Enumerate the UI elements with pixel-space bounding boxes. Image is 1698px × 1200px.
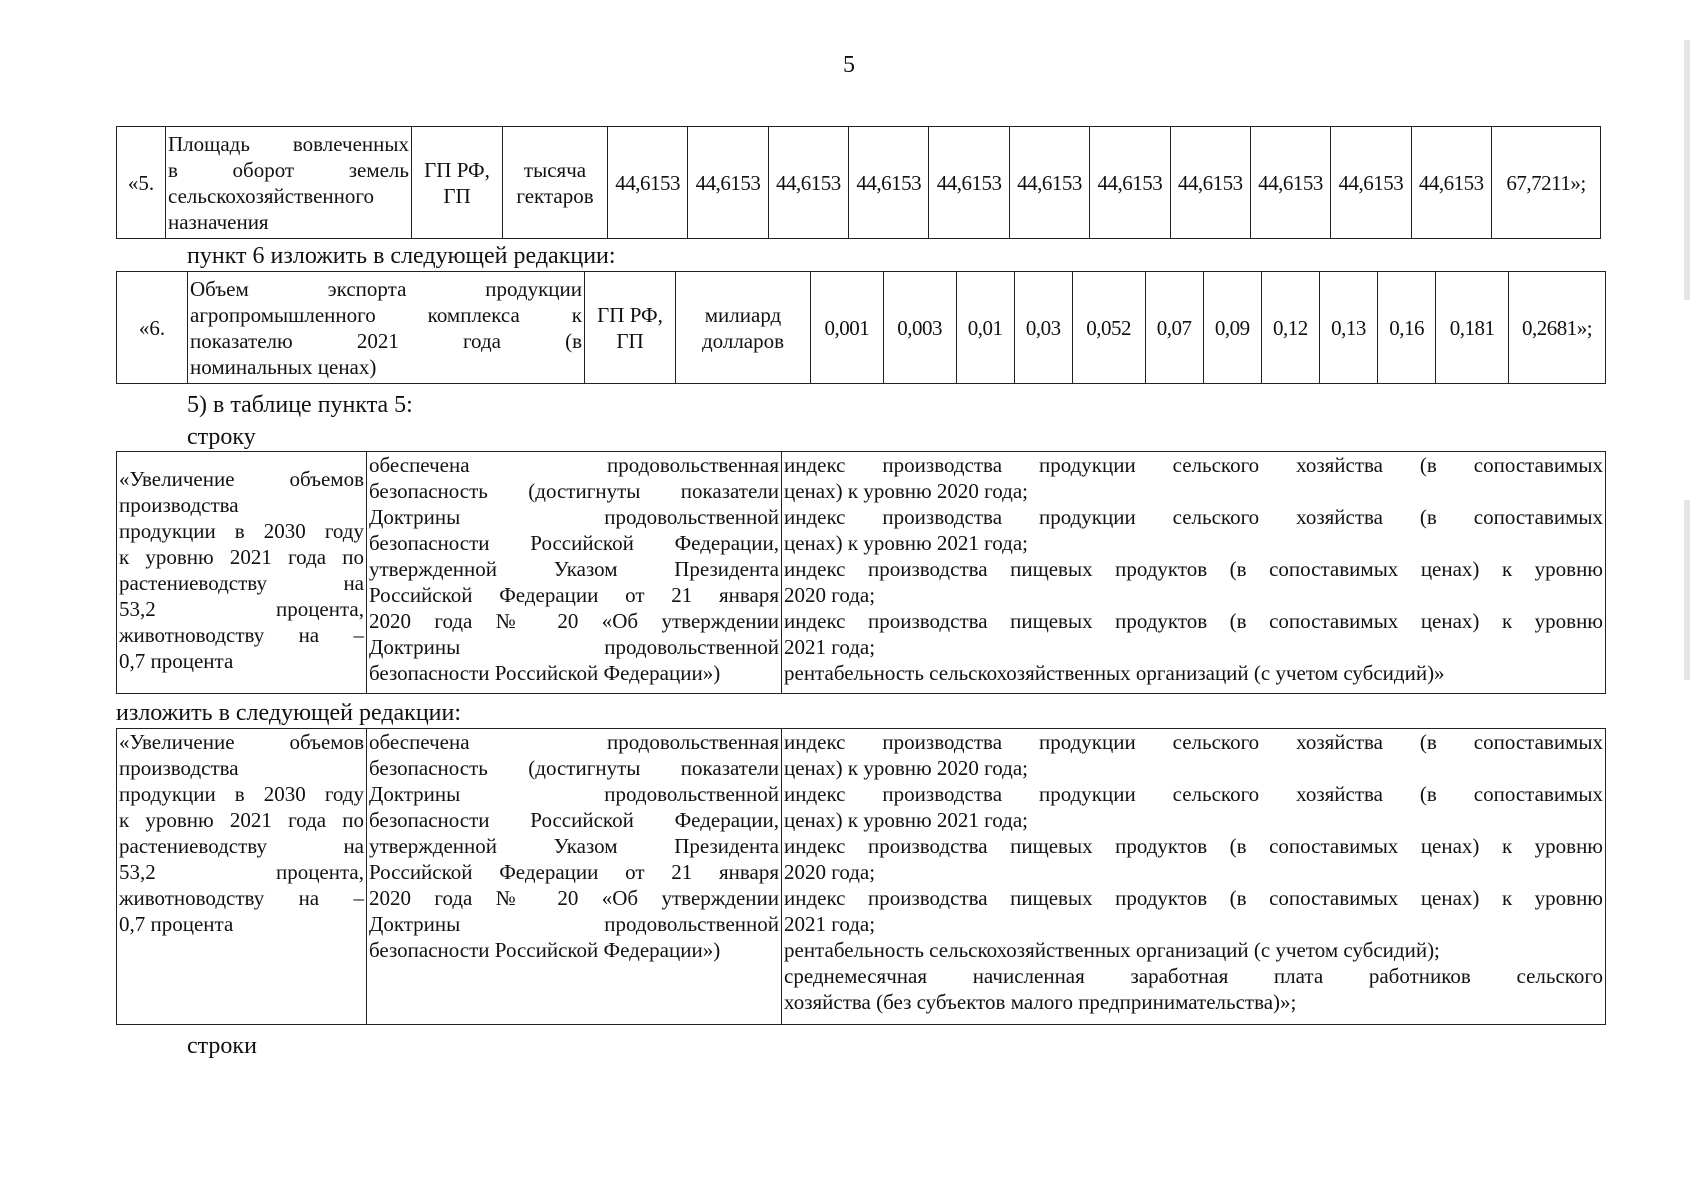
goal-column: «Увеличение объемов производства продукции в 2030 году к уровню 2021 года по растениеводству на 53,2 процента, животноводству на – 0,7 процента (117, 452, 367, 694)
paragraph-stroki: строки (187, 1033, 257, 1059)
paragraph-punkt-6: пункт 6 изложить в следующей редакции: (187, 243, 616, 269)
indicator-unit: милиард долларов (676, 272, 811, 384)
paragraph-izlozhit: изложить в следующей редакции: (116, 700, 462, 726)
value-cell: 44,6153 (1170, 127, 1250, 239)
value-cell: 0,01 (956, 272, 1014, 384)
value-cell-last: 0,2681»; (1509, 272, 1606, 384)
row-number: «5. (117, 127, 166, 239)
value-cell-last: 67,7211»; (1492, 127, 1601, 239)
value-cell: 44,6153 (688, 127, 768, 239)
indicator-source: ГП РФ, ГП (412, 127, 503, 239)
goal-column: «Увеличение объемов производства продукции в 2030 году к уровню 2021 года по растениеводству на 53,2 процента, животноводству на – 0,7 процента (117, 729, 367, 1025)
indicator-table-5 (116, 126, 1601, 239)
page-number: 5 (843, 52, 855, 78)
value-cell: 0,052 (1072, 272, 1145, 384)
value-cell: 44,6153 (608, 127, 688, 239)
paragraph-item-5: 5) в таблице пункта 5: (187, 392, 413, 418)
value-cell: 0,07 (1145, 272, 1203, 384)
value-cell: 44,6153 (768, 127, 848, 239)
result-column: обеспечена продовольственная безопасность (достигнуты показатели Доктрины продовольственной безопасности Российской Федерации, утвержденной Указом Президента Российской Федерации от 21 января 2020 года № 20 «Об утверждении Доктрины продовольственной безопасности Российской Федерации») (367, 729, 782, 1025)
result-column: обеспечена продовольственная безопасность (достигнуты показатели Доктрины продовольственной безопасности Российской Федерации, утвержденной Указом Президента Российской Федерации от 21 января 2020 года № 20 «Об утверждении Доктрины продовольственной безопасности Российской Федерации») (367, 452, 782, 694)
value-cell: 44,6153 (1090, 127, 1170, 239)
value-cell: 44,6153 (1331, 127, 1411, 239)
value-cell: 0,003 (883, 272, 956, 384)
value-cell: 0,12 (1261, 272, 1319, 384)
indicator-source: ГП РФ, ГП (585, 272, 676, 384)
indicator-name: Объем экспорта продукции агропромышленного комплекса к показателю 2021 года (в номинальных ценах) (188, 272, 585, 384)
indicator-unit: тысяча гектаров (503, 127, 608, 239)
scan-edge-mark (1684, 500, 1690, 680)
value-cell: 0,001 (811, 272, 884, 384)
value-cell: 44,6153 (929, 127, 1009, 239)
value-cell: 44,6153 (849, 127, 929, 239)
value-cell: 0,181 (1436, 272, 1509, 384)
indicator-name: Площадь вовлеченных в оборот земель сельскохозяйственного назначения (166, 127, 412, 239)
indicators-column: индекс производства продукции сельского хозяйства (в сопоставимых ценах) к уровню 2020 года; индекс производства продукции сельского хозяйства (в сопоставимых ценах) к уровню 2021 года; индекс производства пищевых продуктов (в сопоставимых ценах) к уровню 2020 года; индекс производства пищевых продуктов (в сопоставимых ценах) к уровню 2021 года; рентабельность сельскохозяйственных организаций (с учетом субсидий)» (782, 452, 1606, 694)
paragraph-stroku: строку (187, 424, 256, 450)
value-cell: 0,09 (1203, 272, 1261, 384)
value-cell: 44,6153 (1009, 127, 1089, 239)
scan-edge-mark (1684, 40, 1690, 300)
value-cell: 44,6153 (1411, 127, 1491, 239)
indicator-table-6 (116, 271, 1606, 384)
value-cell: 0,16 (1378, 272, 1436, 384)
row-number: «6. (117, 272, 188, 384)
goal-table-new (116, 728, 1606, 1025)
value-cell: 0,03 (1014, 272, 1072, 384)
value-cell: 44,6153 (1250, 127, 1330, 239)
indicators-column: индекс производства продукции сельского хозяйства (в сопоставимых ценах) к уровню 2020 года; индекс производства продукции сельского хозяйства (в сопоставимых ценах) к уровню 2021 года; индекс производства пищевых продуктов (в сопоставимых ценах) к уровню 2020 года; индекс производства пищевых продуктов (в сопоставимых ценах) к уровню 2021 года; рентабельность сельскохозяйственных организаций (с учетом субсидий); среднемесячная начисленная заработная плата работников сельского хозяйства (без субъектов малого предпринимательства)»; (782, 729, 1606, 1025)
value-cell: 0,13 (1319, 272, 1377, 384)
goal-table-old (116, 451, 1606, 694)
